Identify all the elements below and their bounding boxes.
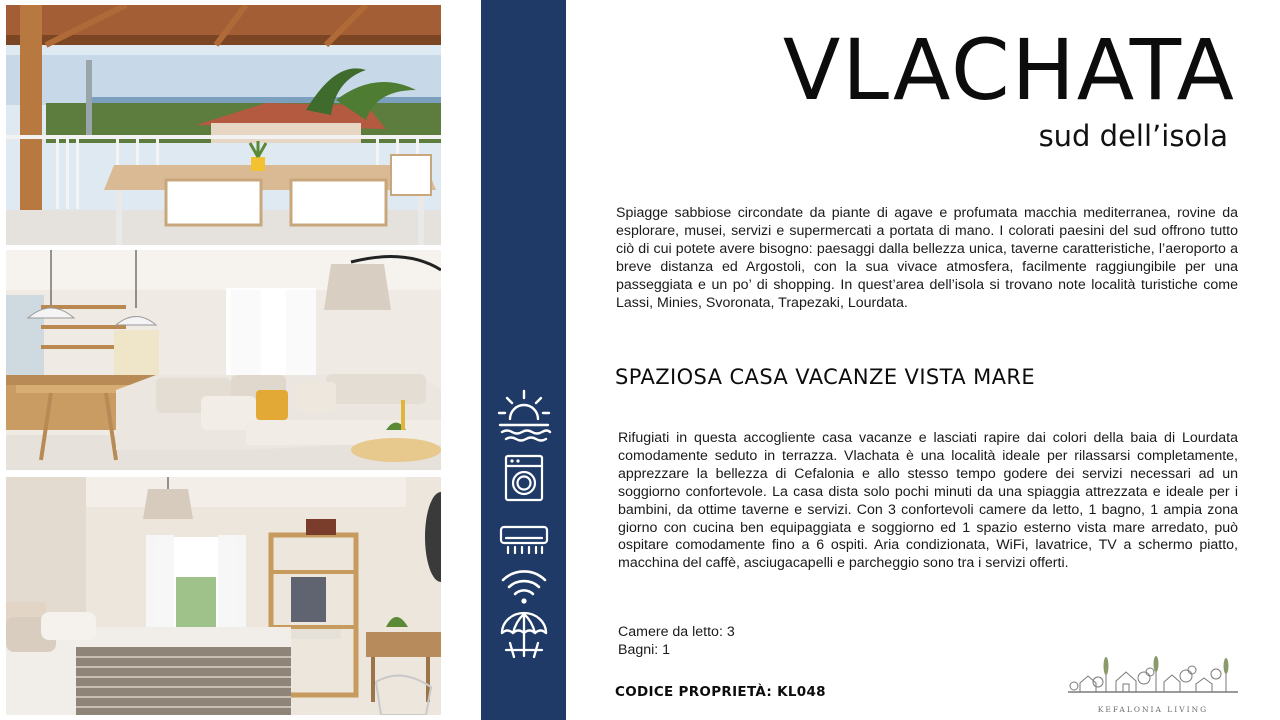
bathrooms-count: Bagni: 1 <box>618 642 671 658</box>
area-description: Spiagge sabbiose circondate da piante di agave e profumata macchia mediterranea, rovine da esplorare, musei, servizi e supermercati a portata di mano. I colorati paesini del sud offrono tutto ciò di cui potete avere bisogno: paesaggi dalla bellezza unica, taverne caratteristiche, l’aeroporto a breve distanza ed Argostoli, con la sua vivace atmosfera, facilmente raggiungibile per una passeggiata e un po’ di shopping. In quest’area dell’isola si trovano note località turistiche come Lassi, Minies, Svoronata, Trapezaki, Lourdata. <box>616 205 1238 311</box>
wifi-icon <box>481 566 566 606</box>
bedrooms-count: Camere da letto: 3 <box>618 624 735 640</box>
living-room-photo <box>6 250 441 470</box>
property-description: Rifugiati in questa accogliente casa vacanze e lasciati rapire dai colori della baia di Lourdata comodamente seduto in terrazza. Vlachata è una località ideale per rilassarsi completamente, apprezzare la bellezza di Cefalonia e allo stesso tempo godere dei servizi necessari ad un soggiorno confortevole. La casa dista solo pochi minuti da una spiaggia attrezzata e ideale per i bambini, da ottime taverne e servizi. Con 3 confortevoli camere da letto, 1 bagno, 1 ampia zona giorno con cucina ben equipaggiata e soggiorno ed 1 spazio esterno vista mare arredato, può ospitare comodamente fino a 6 ospiti. Aria condizionata, WiFi, lavatrice, TV a schermo piatto, macchina del caffè, asciugacapelli e parcheggio sono tra i servizi offerti. <box>618 430 1238 572</box>
bedroom-photo <box>6 477 441 715</box>
kefalonia-living-logo <box>1066 656 1240 714</box>
beach-umbrella-icon <box>481 609 566 661</box>
page-title: VLACHATA <box>782 21 1236 119</box>
air-conditioner-icon <box>481 524 566 556</box>
property-facts <box>618 623 735 659</box>
property-code: CODICE PROPRIETÀ: KL048 <box>615 684 826 700</box>
side-band <box>481 0 566 720</box>
terrace-sea-view-photo <box>6 5 441 245</box>
section-heading: SPAZIOSA CASA VACANZE VISTA MARE <box>615 365 1036 389</box>
logo-text: KEFALONIA LIVING <box>1097 705 1209 714</box>
washing-machine-icon <box>481 453 566 503</box>
page-subtitle: sud dell’isola <box>1038 119 1228 153</box>
sunset-sea-view-icon <box>481 385 566 445</box>
